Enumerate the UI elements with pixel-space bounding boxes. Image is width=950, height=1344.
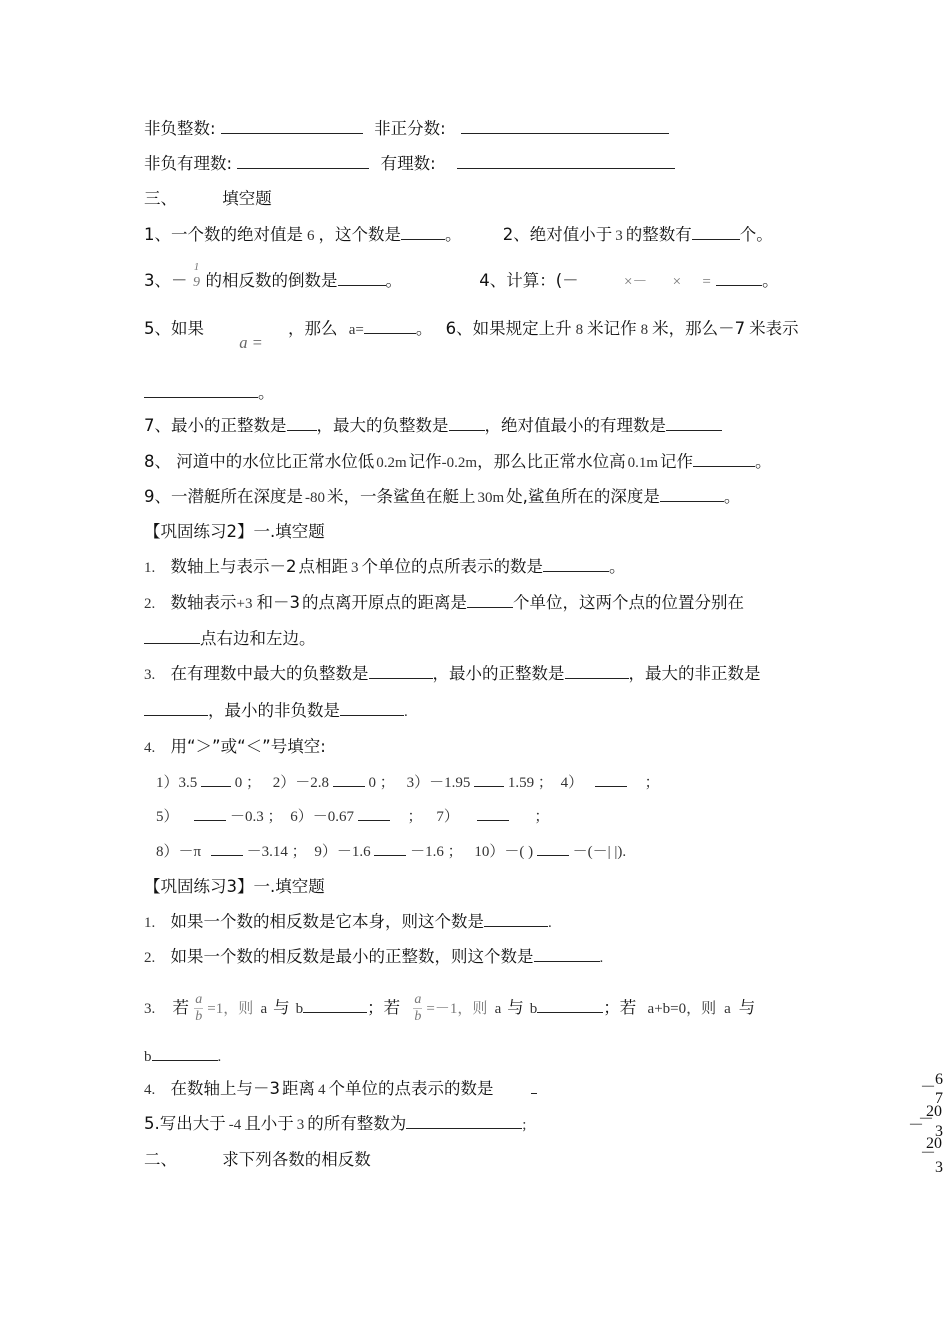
fraction-one-ninth: 1 9 — [193, 260, 200, 290]
g3-question-4: 4. 在数轴上与－3 距离 4 个单位的点表示的数是 — [144, 1078, 537, 1101]
g2-question-3: 3. 在有理数中最大的负整数是 ，最小的正整数是 ，最大的非正数是 — [144, 664, 761, 683]
question-3-4: 3、－ 1 9 的相反数的倒数是 。 4、计算：(－ ×－ × = 。 — [144, 260, 779, 290]
answer-blank[interactable] — [340, 701, 404, 716]
answer-blank[interactable] — [194, 806, 226, 821]
compare-row-2: 5） －0.3 ； 6）－0.67 ； 7） ； — [156, 806, 549, 828]
question-8: 8、 河道中的水位比正常水位低 0.2m 记作-0.2m，那么比正常水位高 0.1m 记作 。 — [144, 452, 772, 471]
question-5-6: 5、如果 a = ，那么 a= 。 6、如果规定上升 8 米记作 8 米，那么－7 米表示 — [144, 319, 799, 352]
answer-blank[interactable] — [543, 557, 609, 572]
answer-blank[interactable] — [406, 1114, 522, 1129]
answer-blank[interactable] — [287, 416, 317, 431]
answer-blank[interactable] — [457, 154, 675, 169]
question-7: 7、最小的正整数是 ，最大的负整数是 ，绝对值最小的有理数是 — [144, 415, 722, 437]
answer-blank[interactable] — [531, 1079, 537, 1094]
question-6-continued: 。 — [144, 382, 275, 404]
answer-blank[interactable] — [484, 912, 548, 927]
answer-blank[interactable] — [144, 383, 258, 398]
answer-blank[interactable] — [221, 119, 363, 134]
answer-blank[interactable] — [534, 947, 600, 962]
g2-question-2: 2. 数轴表示+3 和－3 的点离开原点的距离是 个单位，这两个点的位置分别在 — [144, 593, 744, 612]
question-9: 9、一潜艇所在深度是 -80 米，一条鲨鱼在艇上 30m 处,鲨鱼所在的深度是 。 — [144, 487, 741, 506]
answer-blank[interactable] — [152, 1046, 218, 1061]
g2-question-4: 4. 用“＞”或“＜”号填空: — [144, 737, 326, 756]
consolidation-3-heading: 【巩固练习3】一.填空题 — [144, 877, 325, 896]
fraction-a-over-b: $\frac{a}{b}$ — [195, 992, 203, 1024]
answer-blank[interactable] — [333, 772, 365, 787]
answer-blank[interactable] — [369, 664, 433, 679]
answer-blank[interactable] — [716, 271, 762, 286]
consolidation-2-heading: 【巩固练习2】一.填空题 — [144, 522, 325, 541]
answer-blank[interactable] — [692, 225, 740, 240]
g2-question-3-continued: ，最小的非负数是 . — [144, 700, 408, 723]
section-2-heading: 二、 求下列各数的相反数 — [144, 1150, 371, 1169]
g3-question-2: 2. 如果一个数的相反数是最小的正整数，则这个数是 . — [144, 947, 604, 966]
answer-blank[interactable] — [660, 487, 724, 502]
answer-blank[interactable] — [537, 841, 569, 856]
answer-blank[interactable] — [537, 998, 603, 1013]
g3-question-3: 3. 若 $\frac{a}{b}$ =1，则 a 与 b ；若 $\frac{a}{b}$ =－1，则 a 与 b ；若 a+b=0，则 a 与 — [144, 992, 756, 1024]
question-1-2: 1、一个数的绝对值是 6 ，这个数是 。 2、绝对值小于 3 的整数有 个。 — [144, 225, 773, 244]
answer-blank[interactable] — [477, 806, 509, 821]
section-3-heading: 三、 填空题 — [144, 189, 272, 208]
answer-blank[interactable] — [364, 319, 416, 334]
answer-blank[interactable] — [338, 271, 386, 286]
compare-row-1: 1）3.5 0 ； 2）－2.8 0 ； 3）－1.95 1.59 ； 4） ； — [156, 772, 660, 794]
g2-question-2-continued: 点右边和左边。 — [144, 628, 316, 650]
answer-blank[interactable] — [358, 806, 390, 821]
answer-blank[interactable] — [565, 664, 629, 679]
answer-blank[interactable] — [303, 998, 367, 1013]
answer-blank[interactable] — [374, 841, 406, 856]
g3-question-3-continued: b . — [144, 1045, 221, 1068]
answer-blank[interactable] — [144, 629, 200, 644]
answer-blank[interactable] — [449, 416, 485, 431]
answer-blank[interactable] — [595, 772, 627, 787]
answer-blank[interactable] — [666, 416, 722, 431]
compare-row-3: 8）－π －3.14 ； 9）－1.6 －1.6 ； 10）－( ) －(－| |). — [156, 841, 626, 863]
g3-question-5: 5.写出大于 -4 且小于 3 的所有整数为 ; — [144, 1114, 527, 1133]
row-nonneg-integers: 非负整数: 非正分数: — [144, 118, 669, 140]
answer-blank[interactable] — [201, 772, 231, 787]
answer-blank[interactable] — [144, 701, 208, 716]
g2-question-1: 1. 数轴上与表示－2 点相距 3 个单位的点所表示的数是 。 — [144, 557, 626, 576]
answer-blank[interactable] — [467, 593, 513, 608]
answer-blank[interactable] — [401, 225, 445, 240]
answer-blank[interactable] — [211, 841, 243, 856]
answer-blank[interactable] — [461, 119, 669, 134]
answer-blank[interactable] — [693, 452, 755, 467]
answer-blank[interactable] — [474, 772, 504, 787]
fraction-a-over-b: $\frac{a}{b}$ — [414, 992, 422, 1024]
row-nonneg-rationals: 非负有理数: 有理数: — [144, 153, 675, 175]
answer-blank[interactable] — [237, 154, 369, 169]
g3-question-1: 1. 如果一个数的相反数是它本身，则这个数是 . — [144, 912, 552, 931]
